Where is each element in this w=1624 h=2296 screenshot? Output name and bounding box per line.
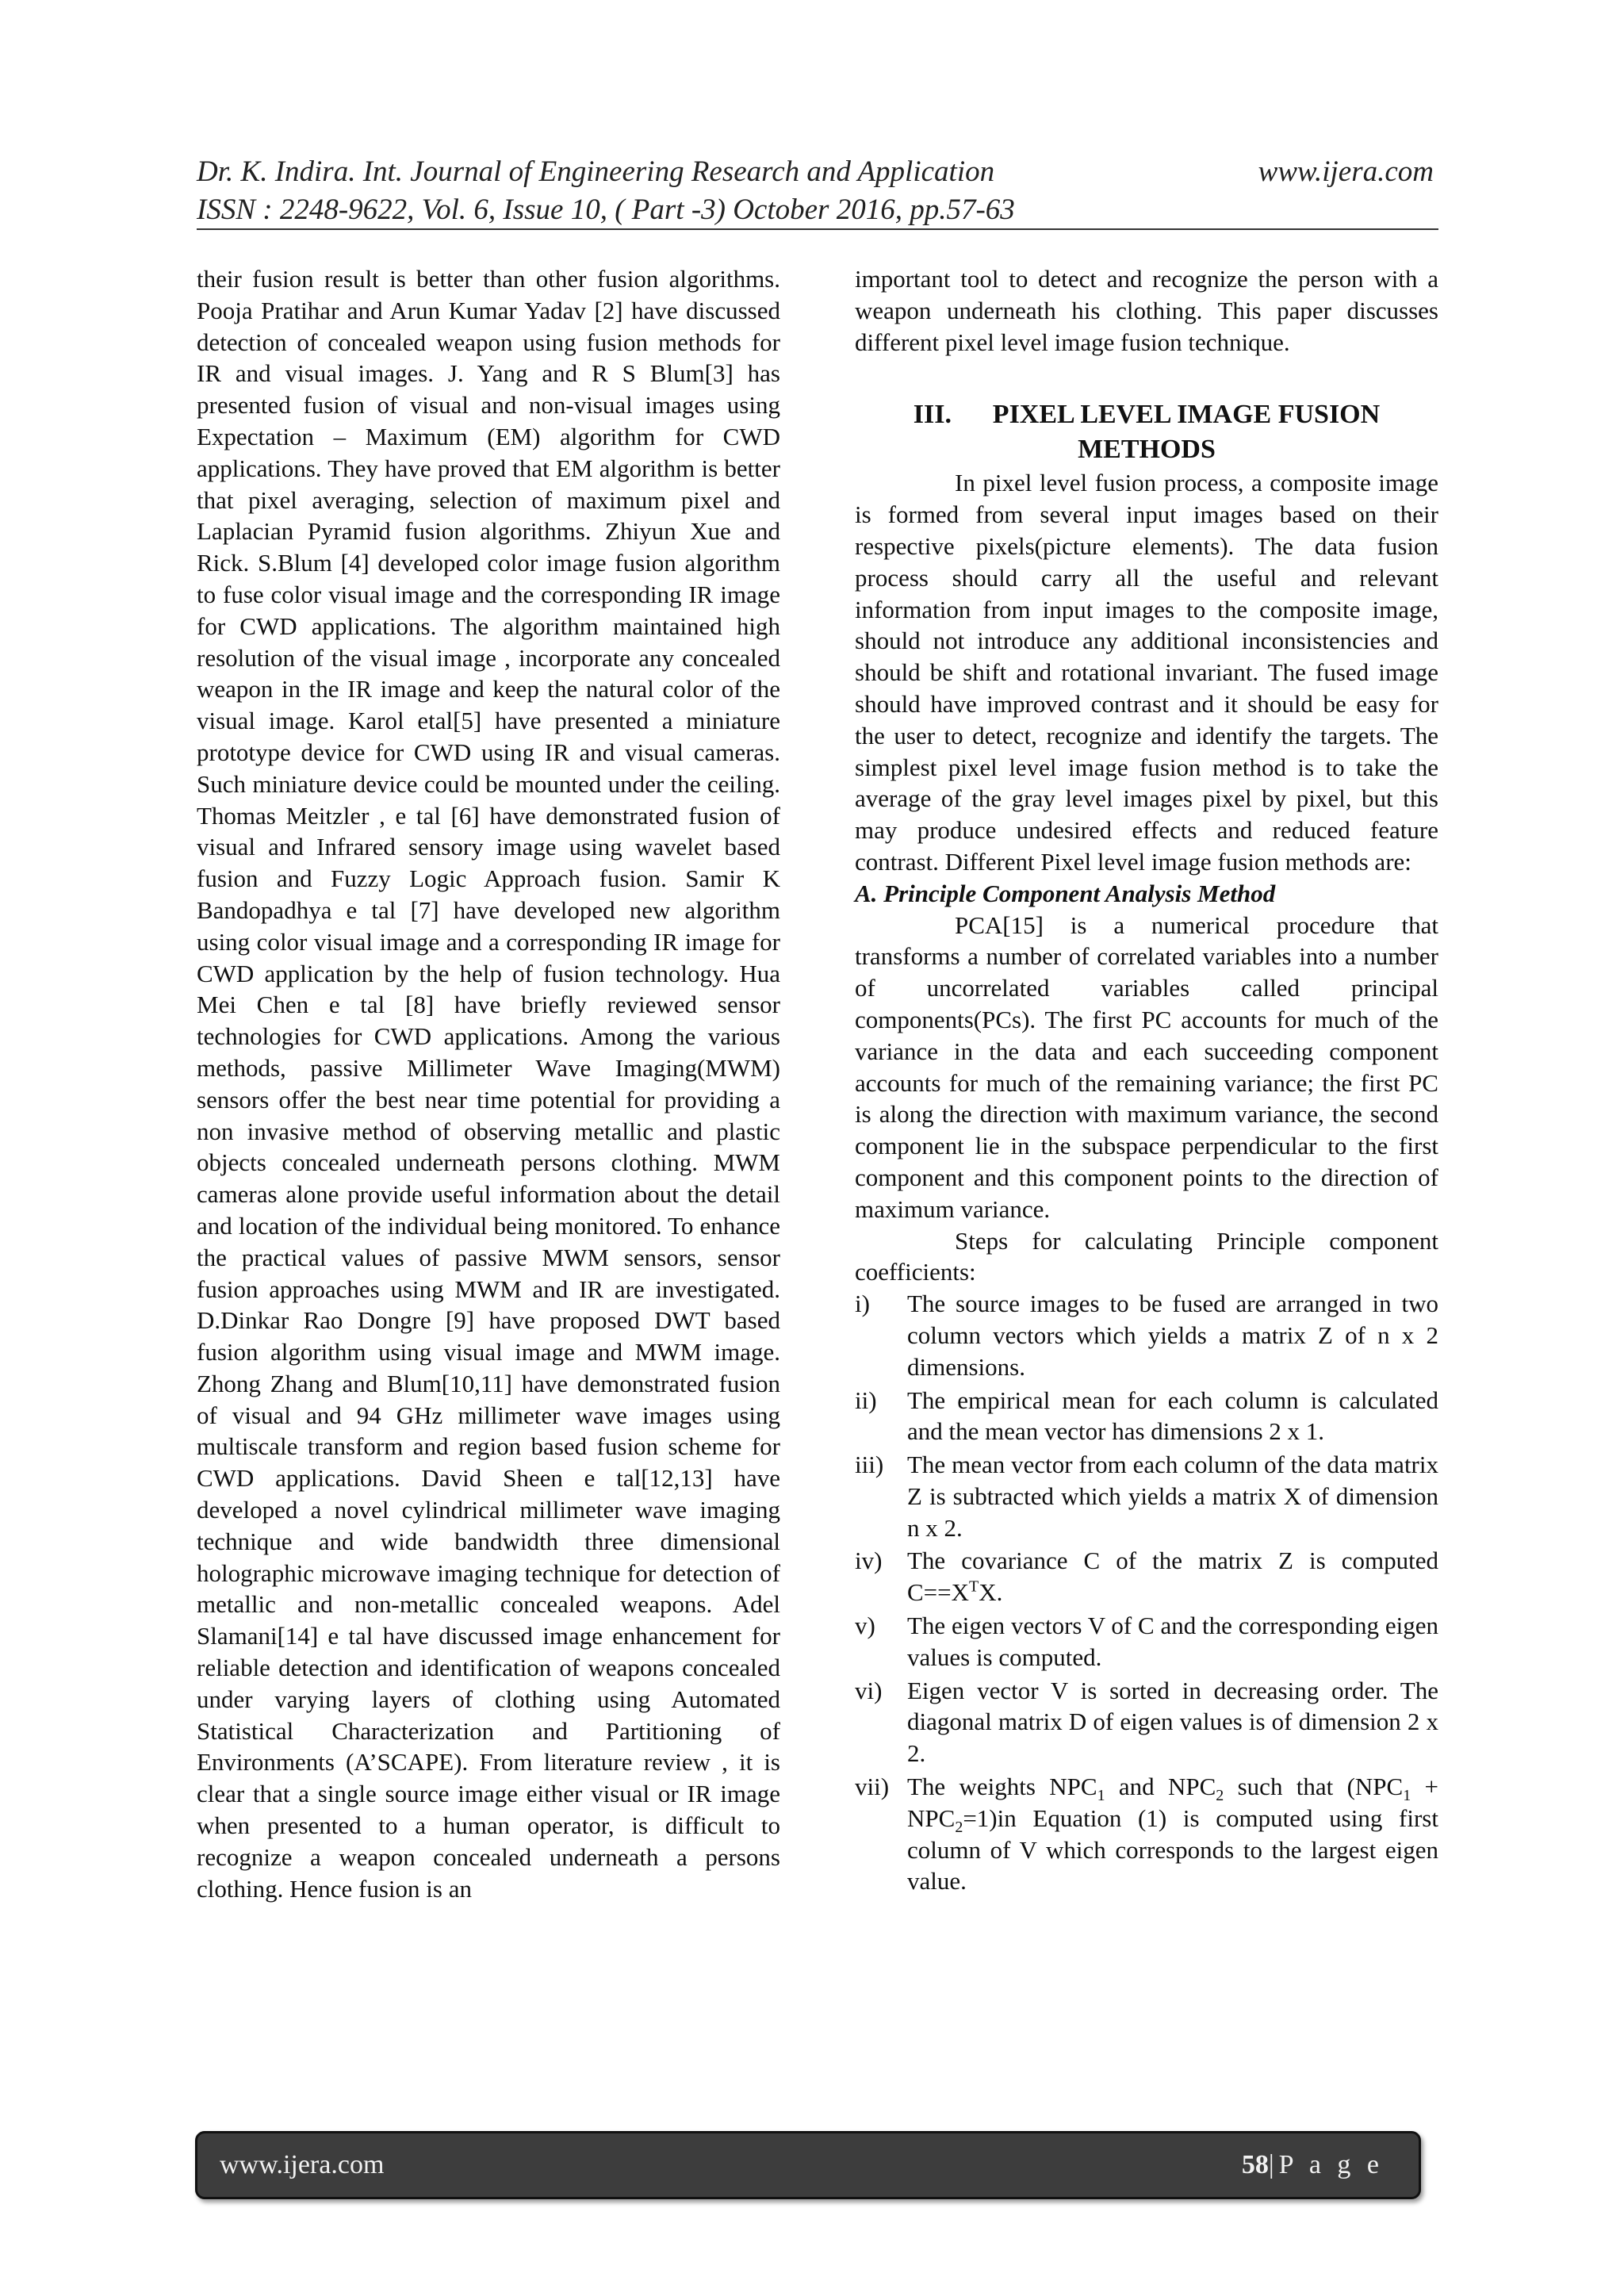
list-marker: i) [855, 1290, 870, 1318]
list-item [855, 1610, 1438, 1673]
list-text: + NPC [907, 1773, 1439, 1832]
page-number: 58 [1241, 2150, 1269, 2179]
subscript: 2 [1216, 1787, 1224, 1805]
journal-citation: Dr. K. Indira. Int. Journal of Engineering Research and Application [197, 155, 995, 188]
right-column [855, 263, 1438, 1899]
pca-paragraph: PCA[15] is a numerical procedure that transforms a number of correlated variables into a number of uncorrelated variables called principal components(PCs). The first PC accounts for much of the variance in the data and each succeeding component accounts for much of the remaining variance; the first PC is along the direction with maximum variance, the second component lie in the subspace perpendicular to the first component and this component points to the direction of maximum variance. [855, 910, 1438, 1223]
list-marker: vi) [855, 1676, 883, 1704]
list-marker: iii) [855, 1451, 884, 1479]
running-header [197, 153, 1434, 229]
subscript: 1 [1403, 1787, 1411, 1805]
list-text: The covariance C of the matrix Z is computed C==X [907, 1547, 1438, 1607]
list-marker: ii) [855, 1386, 877, 1414]
list-item [855, 1288, 1438, 1382]
section-heading [855, 397, 1438, 467]
left-column [197, 263, 780, 1904]
journal-website: www.ijera.com [1258, 155, 1434, 188]
list-text: Eigen vector V is sorted in decreasing order. The diagonal matrix D of eigen values is of dimension 2 x 2. [907, 1676, 1438, 1768]
header-rule [197, 228, 1438, 230]
list-text: The source images to be fused are arranged in two column vectors which yields a matrix Z of n x 2 dimensions. [907, 1290, 1438, 1381]
page-number-block [1242, 2150, 1384, 2180]
subscript: 2 [955, 1819, 963, 1837]
list-text: The mean vector from each column of the data matrix Z is subtracted which yields a matrix X of dimension n x 2. [907, 1451, 1438, 1542]
list-text: =1)in Equation (1) is computed using first column of V which corresponds to the largest eigen value. [907, 1803, 1438, 1895]
subsection-heading: A. Principle Component Analysis Method [855, 879, 1276, 907]
list-item [855, 1771, 1438, 1897]
list-marker: iv) [855, 1547, 883, 1575]
subscript: 1 [1097, 1787, 1105, 1805]
list-text: The eigen vectors V of C and the corresponding eigen values is computed. [907, 1612, 1438, 1671]
list-item [855, 1545, 1438, 1608]
list-item [855, 1385, 1438, 1448]
page-label: |P a g e [1268, 2150, 1384, 2179]
list-text: and NPC [1105, 1773, 1216, 1801]
list-item [855, 1675, 1438, 1769]
steps-list [855, 1288, 1438, 1897]
section-title: PIXEL LEVEL IMAGE FUSION METHODS [992, 400, 1381, 465]
page-footer [195, 2131, 1421, 2199]
list-marker: vii) [855, 1773, 890, 1801]
intro-paragraph: important tool to detect and recognize the person with a weapon underneath his clothing. This paper discusses different pixel level image fusion technique. [855, 265, 1438, 356]
issn-line: ISSN : 2248-9622, Vol. 6, Issue 10, ( Part -3) October 2016, pp.57-63 [197, 194, 1015, 226]
list-text: The weights NPC [907, 1773, 1097, 1801]
list-text: such that (NPC [1224, 1773, 1404, 1801]
literature-review-paragraph: their fusion result is better than other fusion algorithms. Pooja Pratihar and Arun Kumar Yadav [2] have discussed detection of concealed weapon using fusion methods for IR and visual images. J. Yang and R S Blum[3] has presented fusion of visual and non-visual images using Expectation – Maximum (EM) algorithm for CWD applications. They have proved that EM algorithm is better that pixel averaging, selection of maximum pixel and Laplacian Pyramid fusion algorithms. Zhiyun Xue and Rick. S.Blum [4] developed color image fusion algorithm to fuse color visual image and the corresponding IR image for CWD applications. The algorithm maintained high resolution of the visual image , incorporate any concealed weapon in the IR image and keep the natural color of the visual image. Karol etal[5] have presented a miniature prototype device for CWD using IR and visual cameras. Such miniature device could be mounted under the ceiling. Thomas Meitzler , e tal [6] have demonstrated fusion of visual and Infrared sensory image using wavelet based fusion and Fuzzy Logic Approach fusion. Samir K Bandopadhya e tal [7] have developed new algorithm using color visual image and a corresponding IR image for CWD application by the help of fusion technology. Hua Mei Chen e tal [8] have briefly reviewed sensor technologies for CWD applications. Among the various methods, passive Millimeter Wave Imaging(MWM) sensors offer the best near time potential for providing a non invasive method of observing metallic and plastic objects concealed underneath persons clothing. MWM cameras alone provide useful information about the detail and location of the individual being monitored. To enhance the practical values of passive MWM sensors, sensor fusion approaches using MWM and IR are investigated. D.Dinkar Rao Dongre [9] have proposed DWT based fusion algorithm using visual image and MWM image. Zhong Zhang and Blum[10,11] have demonstrated fusion of visual and 94 GHz millimeter wave images using multiscale transform and region based fusion scheme for CWD applications. David Sheen e tal[12,13] have developed a novel cylindrical millimeter wave imaging technique and wide bandwidth three dimensional holographic microwave imaging technique for detection of metallic and non-metallic concealed weapons. Adel Slamani[14] e tal have discussed image enhancement for reliable detection and identification of weapons concealed under varying layers of clothing using Automated Statistical Characterization and Partitioning of Environments (A’SCAPE). From literature review , it is clear that a single source image either visual or IR image when presented to a human operator, is difficult to recognize a weapon concealed underneath a persons clothing. Hence fusion is an [197, 265, 780, 1903]
section-number: III. [913, 400, 952, 430]
footer-website[interactable]: www.ijera.com [220, 2150, 385, 2179]
steps-intro: Steps for calculating Principle component coefficients: [855, 1226, 1438, 1286]
list-text: X. [979, 1578, 1003, 1607]
list-item [855, 1449, 1438, 1543]
list-marker: v) [855, 1612, 875, 1640]
superscript: T [969, 1577, 979, 1596]
section-paragraph: In pixel level fusion process, a composite image is formed from several input images based on their respective pixels(picture elements). The data fusion process should carry all the useful and relevant information from input images to the composite image, should not introduce any additional inconsistencies and should be shift and rotational invariant. The fused image should have improved contrast and it should be easy for the user to detect, recognize and identify the targets. The simplest pixel level image fusion method is to take the average of the gray level images pixel by pixel, but this may produce undesired effects and reduced feature contrast. Different Pixel level image fusion methods are: [855, 469, 1438, 876]
list-text: The empirical mean for each column is calculated and the mean vector has dimensions 2 x 1. [907, 1386, 1438, 1446]
